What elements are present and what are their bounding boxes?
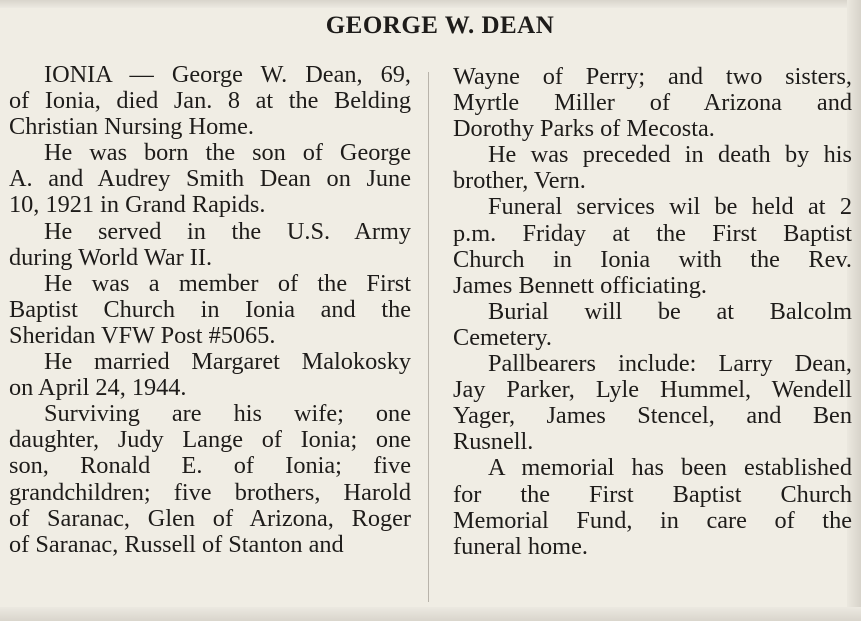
text-line: funeral home.: [453, 532, 588, 560]
text-line: Sheridan VFW Post #5065.: [9, 321, 276, 349]
text-line: daughter, Judy Lange of Ionia; one: [9, 426, 411, 454]
obituary-headline: GEORGE W. DEAN: [325, 12, 555, 39]
right-text-column: [453, 64, 852, 560]
text-line: for the First Baptist Church: [453, 480, 852, 508]
text-line: Jay Parker, Lyle Hummel, Wendell: [453, 376, 852, 404]
clipping-top-edge: [0, 0, 861, 8]
text-line: during World War II.: [9, 243, 213, 271]
text-line: Memorial Fund, in care of the: [453, 506, 852, 534]
text-line: He was preceded in death by his: [488, 141, 852, 169]
text-line: Burial will be at Balcolm: [488, 297, 852, 325]
text-line: son, Ronald E. of Ionia; five: [9, 452, 411, 480]
text-line: IONIA — George W. Dean, 69,: [44, 61, 411, 88]
text-line: 10, 1921 in Grand Rapids.: [9, 191, 266, 219]
text-line: Surviving are his wife; one: [44, 400, 411, 428]
text-line: of Ionia, died Jan. 8 at the Belding: [9, 87, 411, 115]
text-line: Rusnell.: [453, 428, 534, 456]
text-line: Baptist Church in Ionia and the: [9, 295, 411, 323]
text-line: Wayne of Perry; and two sisters,: [453, 63, 852, 90]
text-line: He was born the son of George: [44, 139, 411, 167]
text-line: grandchildren; five brothers, Harold: [9, 478, 411, 506]
text-line: Christian Nursing Home.: [9, 113, 254, 141]
text-line: He married Margaret Malokosky: [44, 348, 411, 376]
left-text-column: [9, 62, 411, 558]
text-line: Cemetery.: [453, 323, 552, 351]
text-line: brother, Vern.: [453, 167, 586, 195]
text-line: A memorial has been established: [488, 454, 852, 482]
text-line: Dorothy Parks of Mecosta.: [453, 115, 715, 143]
text-line: He was a member of the First: [44, 269, 411, 297]
text-line: on April 24, 1944.: [9, 374, 187, 402]
text-line: of Saranac, Glen of Arizona, Roger: [9, 504, 411, 532]
text-line: James Bennett officiating.: [453, 271, 707, 299]
text-line: Yager, James Stencel, and Ben: [453, 402, 852, 430]
text-line: A. and Audrey Smith Dean on June: [9, 165, 411, 193]
text-line: He served in the U.S. Army: [44, 217, 411, 245]
text-line: Funeral services wil be held at 2: [488, 193, 852, 221]
text-line: Church in Ionia with the Rev.: [453, 245, 852, 273]
text-line: p.m. Friday at the First Baptist: [453, 219, 852, 247]
text-line: Myrtle Miller of Arizona and: [453, 89, 852, 117]
text-line: Pallbearers include: Larry Dean,: [488, 350, 852, 378]
column-divider: [428, 72, 429, 602]
clipping-bottom-edge: [0, 607, 861, 621]
text-line: of Saranac, Russell of Stanton and: [9, 530, 344, 558]
